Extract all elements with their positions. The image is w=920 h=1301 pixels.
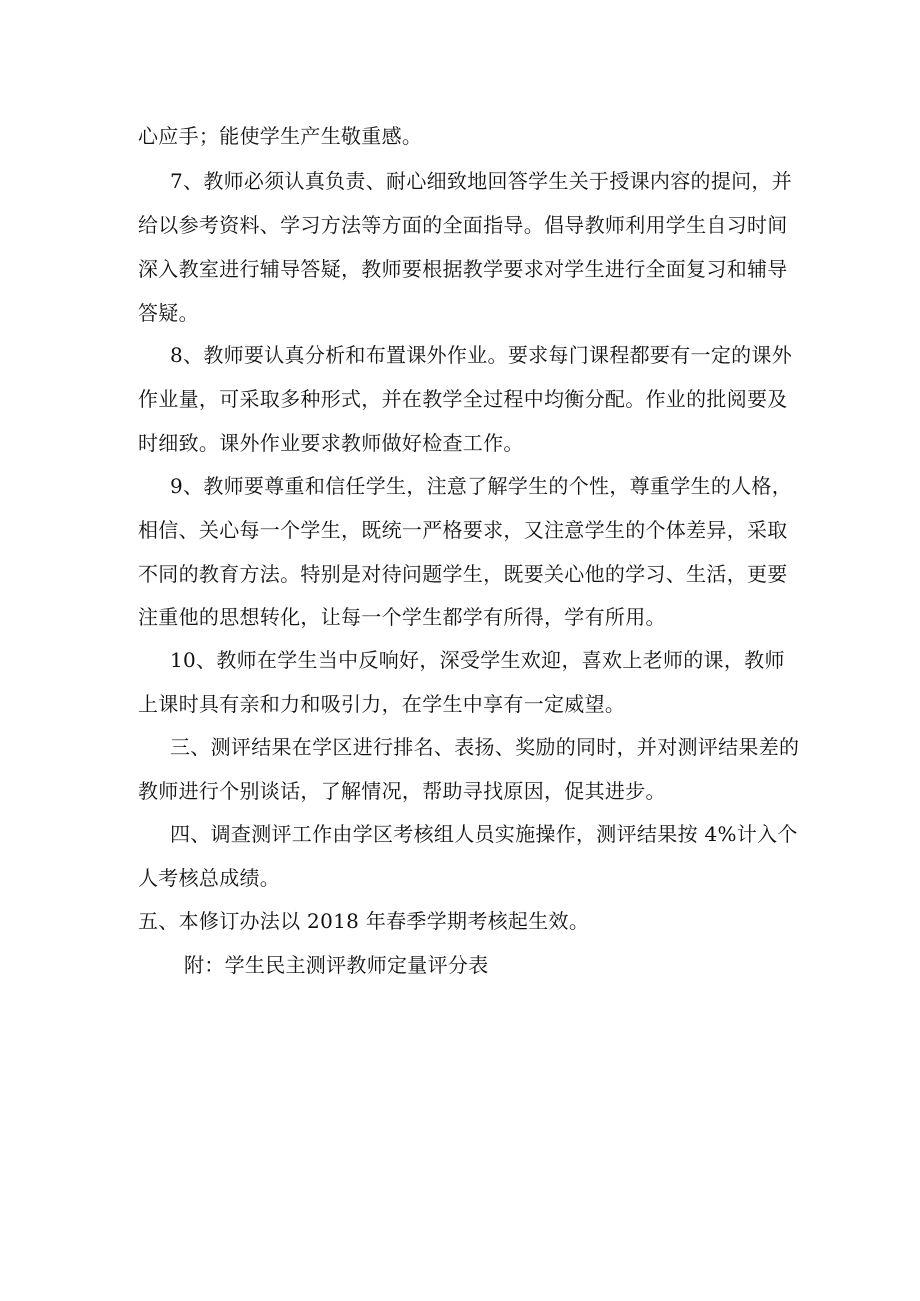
text-line-16: 教师进行个别谈话，了解情况，帮助寻找原因，促其进步。	[138, 779, 666, 803]
text-line-6: 8、教师要认真分析和布置课外作业。要求每门课程都要有一定的课外	[170, 343, 793, 367]
text-line-7: 作业量，可采取多种形式，并在教学全过程中均衡分配。作业的批阅要及	[138, 387, 788, 411]
text-line-5: 答疑。	[138, 301, 199, 325]
text-line-17: 四、调查测评工作由学区考核组人员实施操作，测评结果按 4%计入个	[170, 822, 798, 846]
text-line-11: 不同的教育方法。特别是对待问题学生，既要关心他的学习、生活，更要	[138, 562, 788, 586]
text-line-19: 五、本修订办法以 2018 年春季学期考核起生效。	[138, 909, 590, 933]
text-line-10: 相信、关心每一个学生，既统一严格要求，又注意学生的个体差异，采取	[138, 518, 788, 542]
text-line-12: 注重他的思想转化，让每一个学生都学有所得，学有所用。	[138, 605, 666, 629]
text-line-9: 9、教师要尊重和信任学生，注意了解学生的个性，尊重学生的人格，	[170, 474, 793, 498]
text-line-13: 10、教师在学生当中反响好，深受学生欢迎，喜欢上老师的课，教师	[170, 648, 785, 672]
text-line-4: 深入教室进行辅导答疑，教师要根据教学要求对学生进行全面复习和辅导	[138, 257, 788, 281]
attachment-note: 附：学生民主测评教师定量评分表	[184, 953, 489, 977]
text-line-15: 三、测评结果在学区进行排名、表扬、奖励的同时，并对测评结果差的	[170, 735, 800, 759]
text-line-2: 7、教师必须认真负责、耐心细致地回答学生关于授课内容的提问，并	[170, 169, 793, 193]
text-line-18: 人考核总成绩。	[138, 866, 281, 890]
text-line-14: 上课时具有亲和力和吸引力，在学生中享有一定威望。	[138, 692, 626, 716]
text-line-3: 给以参考资料、学习方法等方面的全面指导。倡导教师利用学生自习时间	[138, 213, 788, 237]
text-line-8: 时细致。课外作业要求教师做好检查工作。	[138, 431, 524, 455]
text-line-1: 心应手；能使学生产生敬重感。	[138, 124, 423, 148]
